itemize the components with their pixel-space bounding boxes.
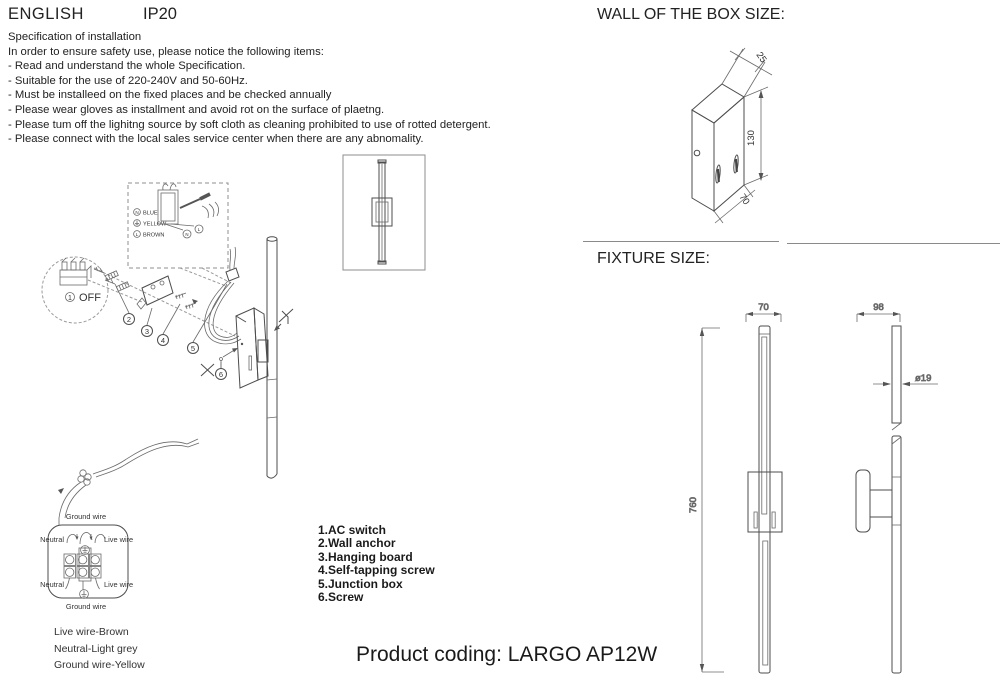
wire-yellow-label: YELLOW xyxy=(143,221,167,228)
bracket-arm xyxy=(870,490,892,517)
dim-760-label: 760 xyxy=(688,497,699,513)
wall-box-diagram xyxy=(662,35,842,230)
keyhole-slot-icon xyxy=(733,155,739,173)
wire-color-legend xyxy=(54,624,145,674)
spec-item: - Must be installeed on the fixed places and be checked annually xyxy=(8,89,332,102)
ip-rating-label: IP20 xyxy=(143,5,177,23)
keyhole-slot-icon xyxy=(715,165,721,183)
wall-box-section-title: WALL OF THE BOX SIZE: xyxy=(597,6,785,23)
ground-wire-bottom-label: Ground wire xyxy=(65,602,107,611)
circuit-breaker-icon xyxy=(60,258,91,285)
callout-number: 5 xyxy=(190,343,196,353)
language-label: ENGLISH xyxy=(8,5,84,23)
spec-item: - Please connect with the local sales service center when there are any abnomality. xyxy=(8,133,424,146)
part-item: 4.Self-tapping screw xyxy=(318,563,435,578)
screw-icon xyxy=(220,348,239,368)
section-divider xyxy=(787,243,1000,244)
dim-70-label: 70 xyxy=(758,302,769,313)
callout-number: 6 xyxy=(218,369,224,379)
terminal-l-label: L xyxy=(197,227,201,232)
dimension-height xyxy=(744,87,768,185)
wall-bracket xyxy=(856,470,870,532)
legend-neutral: Neutral-Light grey xyxy=(54,642,138,655)
wall-plate xyxy=(748,472,782,532)
wire-blue-label: BLUE xyxy=(143,210,158,217)
screwdriver-icon xyxy=(180,199,200,208)
neutral-top-label: Neutral xyxy=(40,535,64,544)
dimension-side-width xyxy=(857,302,900,322)
power-step-number: 1 xyxy=(68,294,72,302)
legend-live: Live wire-Brown xyxy=(54,626,129,638)
spec-title: Specification of installation xyxy=(8,31,142,43)
fixture-side-view xyxy=(856,302,938,673)
screw-hole-icon xyxy=(241,343,243,345)
spec-item: - Read and understand the whole Specification. xyxy=(8,60,246,73)
spec-item: - Please wear gloves as installment and avoid rot on the surface of plaetng. xyxy=(8,103,385,116)
callout-6 xyxy=(216,369,227,380)
wire-hook-icon xyxy=(80,532,92,544)
callout-4 xyxy=(158,335,169,346)
callout-number: 2 xyxy=(126,314,132,324)
callout-number: 4 xyxy=(160,335,166,345)
fixture-overview-thumbnail xyxy=(343,155,425,270)
dim-98-label: 98 xyxy=(873,302,884,313)
part-item: 6.Screw xyxy=(318,590,364,605)
power-off-callout xyxy=(42,257,108,323)
spec-item: - Suitable for the use of 220-240V and 50-60Hz. xyxy=(8,74,248,87)
wiring-inset xyxy=(128,183,228,268)
callout-3 xyxy=(142,326,153,337)
dimension-total-height xyxy=(688,328,724,672)
wire-color-row xyxy=(134,209,158,217)
earth-symbol-icon xyxy=(135,221,139,225)
live-wire-top-label: Live wire xyxy=(104,535,134,544)
part-item: 2.Wall anchor xyxy=(318,536,396,551)
part-item: 1.AC switch xyxy=(318,523,387,537)
dimension-diameter xyxy=(873,373,938,386)
iso-box xyxy=(692,84,744,211)
part-item: 5.Junction box xyxy=(318,576,403,591)
do-not-x-icon xyxy=(201,364,214,376)
live-wire-bottom-label: Live wire xyxy=(104,580,134,589)
callout-2 xyxy=(124,314,135,325)
dim-diameter-label: ø19 xyxy=(915,373,932,384)
screw-hole-icon xyxy=(694,150,700,156)
dim-height-label: 130 xyxy=(746,130,757,146)
neutral-symbol: N xyxy=(135,210,139,215)
junction-box-wires xyxy=(205,247,241,344)
live-symbol: L xyxy=(135,232,139,237)
inset-leader-lines xyxy=(180,268,231,286)
product-coding: Product coding: LARGO AP12W xyxy=(356,643,658,666)
slot-icon xyxy=(754,512,757,528)
section-divider xyxy=(583,241,779,242)
ground-wire-top-label: Ground wire xyxy=(65,512,107,521)
fixture-size-diagram xyxy=(668,293,1000,690)
junction-box-sketch xyxy=(158,184,219,224)
wall-mount-box xyxy=(236,308,268,388)
neutral-bottom-label: Neutral xyxy=(40,580,64,589)
callout-5 xyxy=(188,343,199,354)
dimension-depth xyxy=(722,48,772,97)
power-off-label: OFF xyxy=(79,292,101,304)
part-item: 3.Hanging board xyxy=(318,549,413,564)
terminal-n-label: N xyxy=(185,232,189,237)
parts-list xyxy=(318,524,435,604)
spec-item: - Please tum off the lighitng source by soft cloth as cleaning prohibited to use of rotted detergent. xyxy=(8,118,491,131)
slot-icon xyxy=(772,512,775,528)
wire-color-row xyxy=(134,231,165,239)
slot-icon xyxy=(249,356,252,370)
dim-width-label: 70 xyxy=(736,192,752,208)
specification-block xyxy=(8,30,491,147)
wire-brown-label: BROWN xyxy=(143,232,165,239)
wire-hook-icon xyxy=(67,534,77,543)
fixture-size-section-title: FIXTURE SIZE: xyxy=(597,250,710,267)
dim-depth-label: 25 xyxy=(753,50,769,66)
dimension-width xyxy=(714,185,755,223)
terminal-grid xyxy=(64,554,101,578)
fixture-front-view xyxy=(746,302,782,673)
dimension-front-width xyxy=(746,302,781,322)
callout-leaders xyxy=(115,284,227,368)
callout-number: 3 xyxy=(144,326,150,336)
spec-intro: In order to ensure safety use, please notice the following items: xyxy=(8,45,324,58)
legend-ground: Ground wire-Yellow xyxy=(54,659,145,671)
